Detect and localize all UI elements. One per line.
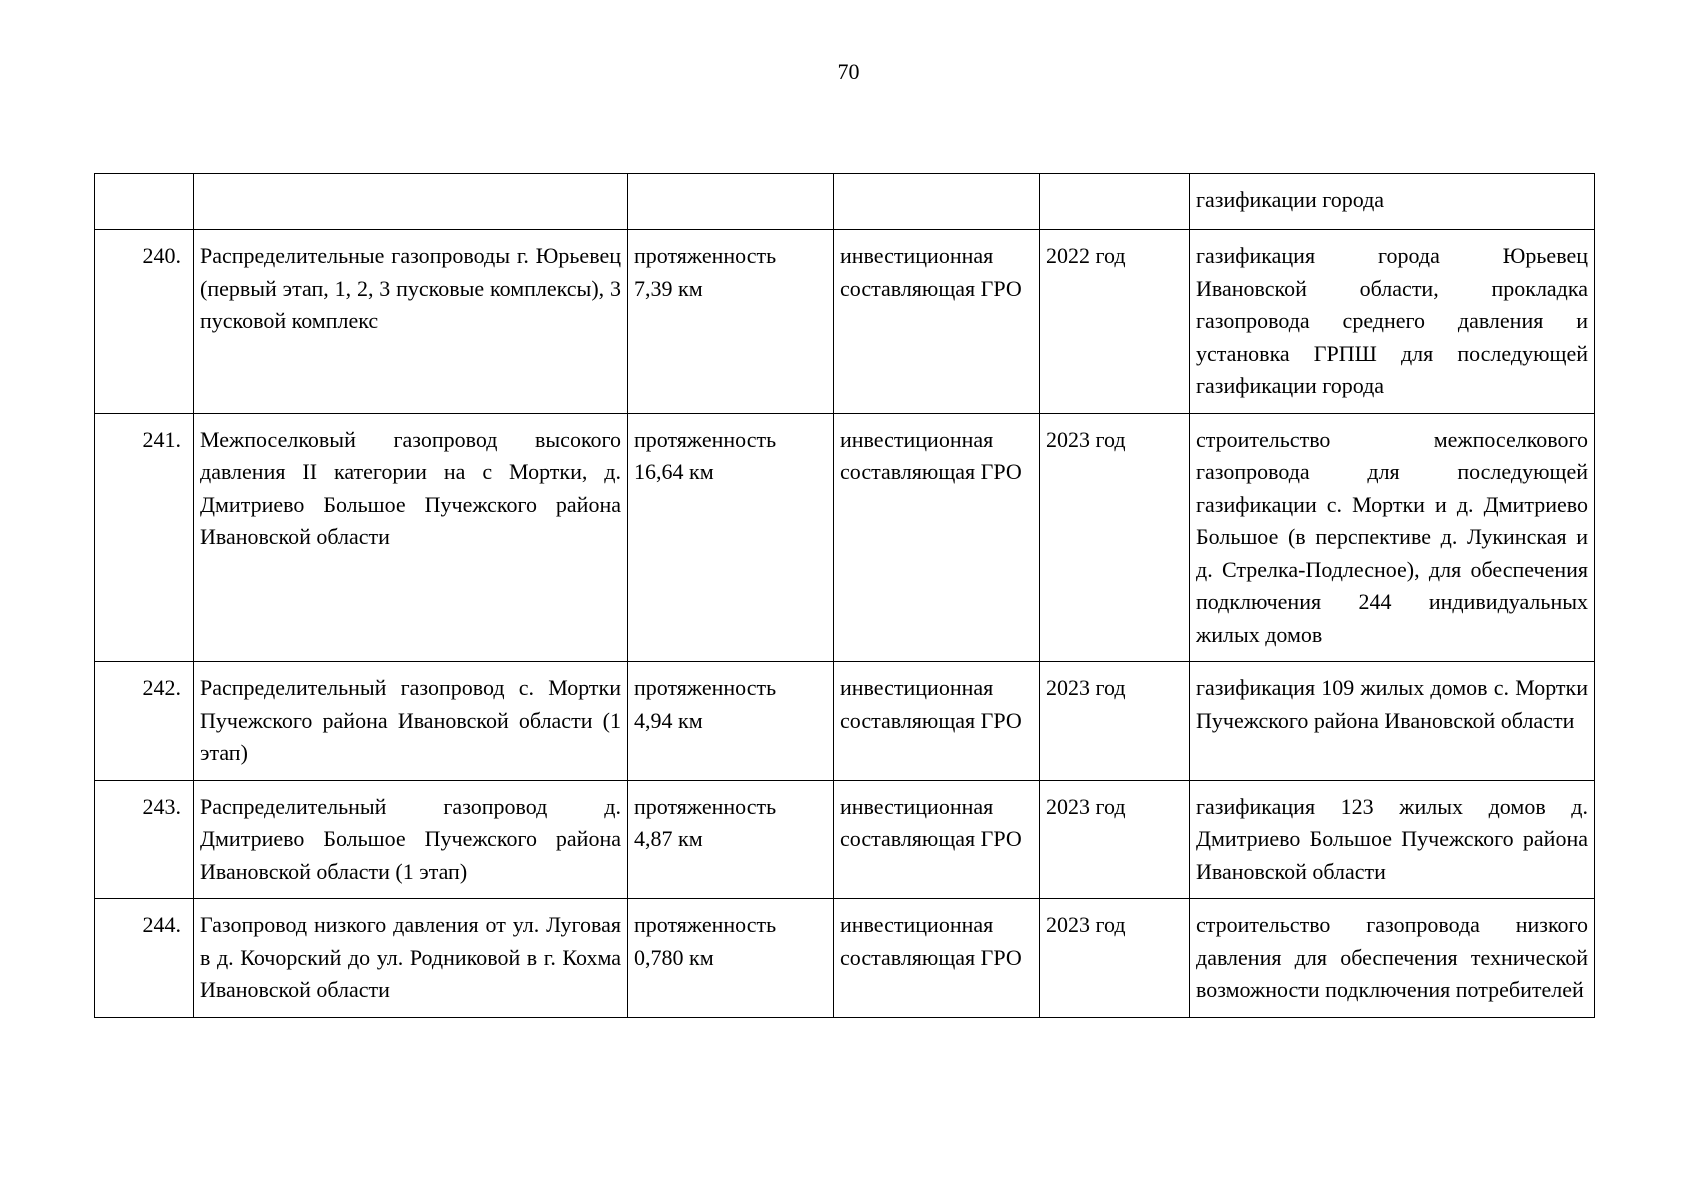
- cell-number: [95, 174, 194, 230]
- description-cell: газификация города Юрьевец Ивановской области, прокладка газопровода среднего давления и установка ГРПШ для последующей газификации города: [1190, 230, 1595, 414]
- length-value: 0,780 км: [634, 944, 714, 970]
- projects-table: [94, 173, 1595, 1018]
- length-label: протяженность: [634, 912, 777, 937]
- description-cell: строительство межпоселкового газопровода для последующей газификации с. Мортки и д. Дмитриево Большое (в перспективе д. Лукинская и д. Стрелка-Подлесное), для обеспечения подключения 244 индивидуальных жилых домов: [1190, 413, 1595, 662]
- funding-source: инвестиционная составляющая ГРО: [834, 780, 1040, 899]
- table-row: [95, 899, 1595, 1018]
- page-number: 70: [837, 59, 860, 84]
- length-cell: [628, 230, 834, 414]
- length-value: 16,64 км: [634, 459, 714, 484]
- year-cell: 2023 год: [1040, 780, 1190, 899]
- cell-source: [834, 174, 1040, 230]
- row-number: 240.: [95, 230, 194, 414]
- cell-description: газификации города: [1190, 174, 1595, 230]
- funding-source: инвестиционная составляющая ГРО: [834, 230, 1040, 414]
- cell-year: [1040, 174, 1190, 230]
- length-cell: [628, 780, 834, 899]
- funding-source: инвестиционная составляющая ГРО: [834, 899, 1040, 1018]
- object-name: Распределительные газопроводы г. Юрьевец (первый этап, 1, 2, 3 пусковые комплексы), 3 пусковой комплекс: [194, 230, 628, 414]
- table-row: [95, 662, 1595, 781]
- table-row: [95, 780, 1595, 899]
- cell-length: [628, 174, 834, 230]
- length-value: 4,94 км: [634, 707, 703, 733]
- cell-name: [194, 174, 628, 230]
- year-cell: 2023 год: [1040, 413, 1190, 662]
- description-cell: строительство газопровода низкого давления для обеспечения технической возможности подключения потребителей: [1190, 899, 1595, 1018]
- object-name: Распределительный газопровод д. Дмитриево Большое Пучежского района Ивановской области (1 этап): [194, 780, 628, 899]
- row-number: 241.: [95, 413, 194, 662]
- object-name: Распределительный газопровод с. Мортки Пучежского района Ивановской области (1 этап): [194, 662, 628, 781]
- funding-source: инвестиционная составляющая ГРО: [834, 662, 1040, 781]
- year-cell: 2022 год: [1040, 230, 1190, 414]
- description-cell: газификация 123 жилых домов д. Дмитриево Большое Пучежского района Ивановской области: [1190, 780, 1595, 899]
- table-row: [95, 413, 1595, 662]
- row-number: 243.: [95, 780, 194, 899]
- length-cell: [628, 899, 834, 1018]
- object-name: Газопровод низкого давления от ул. Луговая в д. Кочорский до ул. Родниковой в г. Кохма Ивановской области: [194, 899, 628, 1018]
- length-label: протяженность: [634, 675, 777, 700]
- length-label: протяженность: [634, 243, 777, 268]
- row-number: 244.: [95, 899, 194, 1018]
- year-cell: 2023 год: [1040, 662, 1190, 781]
- length-label: протяженность: [634, 793, 777, 819]
- length-value: 7,39 км: [634, 275, 703, 301]
- object-name: Межпоселковый газопровод высокого давления II категории на с Мортки, д. Дмитриево Большое Пучежского района Ивановской области: [194, 413, 628, 662]
- length-cell: [628, 662, 834, 781]
- length-cell: [628, 413, 834, 662]
- length-value: 4,87 км: [634, 826, 703, 851]
- funding-source: инвестиционная составляющая ГРО: [834, 413, 1040, 662]
- table-row: [95, 230, 1595, 414]
- length-label: протяженность: [634, 426, 777, 452]
- table-row-continuation: [95, 174, 1595, 230]
- description-cell: газификация 109 жилых домов с. Мортки Пучежского района Ивановской области: [1190, 662, 1595, 781]
- year-cell: 2023 год: [1040, 899, 1190, 1018]
- row-number: 242.: [95, 662, 194, 781]
